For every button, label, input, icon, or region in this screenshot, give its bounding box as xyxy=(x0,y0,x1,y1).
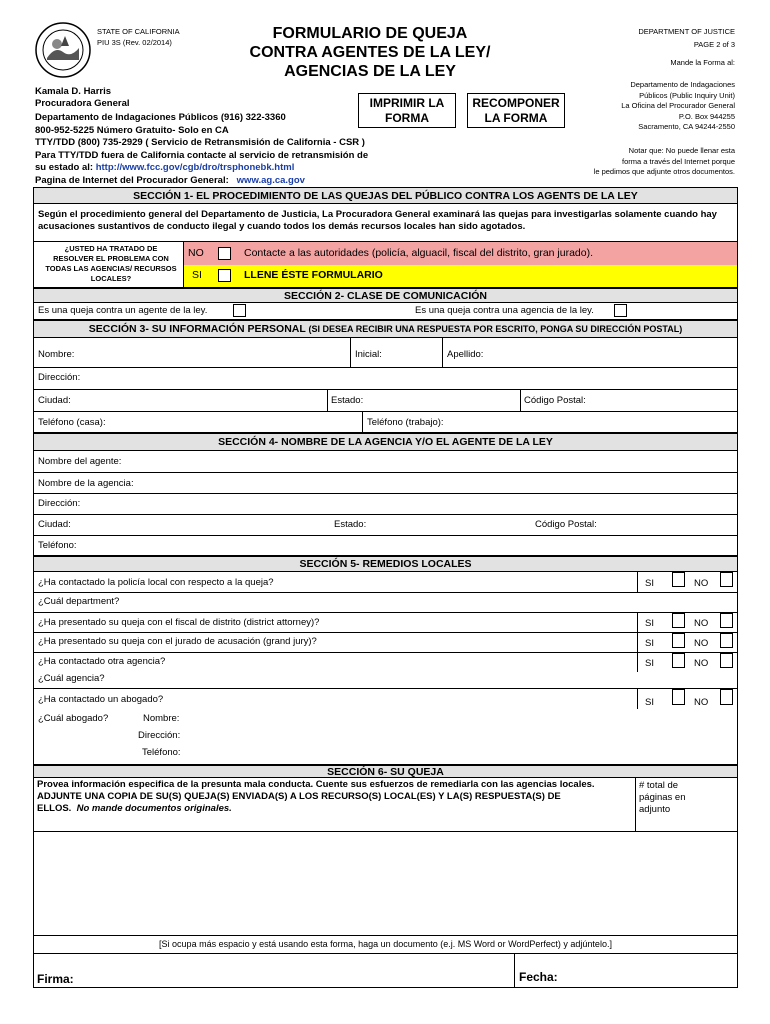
contact-line: Para TTY/TDD fuera de California contacte al servicio de retransmisión de xyxy=(35,149,369,161)
form-title-line: FORMULARIO DE QUEJA xyxy=(272,25,468,42)
form-id: PIU 3S (Rev. 02/2014) xyxy=(97,38,172,47)
agency-address-row[interactable] xyxy=(33,494,738,515)
si-checkbox[interactable] xyxy=(218,269,231,282)
agency-name-row[interactable] xyxy=(33,473,738,494)
form-title-line: AGENCIAS DE LA LEY xyxy=(284,63,456,80)
police-si-label: SI xyxy=(645,578,654,589)
agency-codigo-label: Código Postal: xyxy=(535,519,597,530)
nombre-label: Nombre: xyxy=(38,349,75,360)
police-dept-label: ¿Cuál department? xyxy=(38,596,120,607)
reset-button-label: RECOMPONER xyxy=(472,96,560,110)
section-3-title: SECCIÓN 3- SU INFORMACIÓN PERSONAL xyxy=(88,323,306,335)
page-number: PAGE 2 of 3 xyxy=(693,40,735,49)
section-1-question-row xyxy=(33,242,738,288)
address-line: La Oficina del Procurador General xyxy=(621,101,735,110)
no-label: NO xyxy=(188,247,204,259)
personal-address-row[interactable] xyxy=(33,368,738,390)
address-line: P.O. Box 944255 xyxy=(678,111,735,121)
contact-line: 800-952-5225 Número Gratuito- Solo en CA xyxy=(35,124,229,136)
apellido-label: Apellido: xyxy=(447,349,484,360)
agent-name-row[interactable] xyxy=(33,451,738,473)
section-3-header xyxy=(33,320,738,338)
other-agency-no-checkbox[interactable] xyxy=(720,653,733,668)
pages-line: adjunto xyxy=(639,804,671,815)
pages-line: páginas en xyxy=(639,792,686,803)
ciudad-label: Ciudad: xyxy=(38,395,71,406)
tel-casa-label: Teléfono (casa): xyxy=(38,417,106,428)
state-label: STATE OF CALIFORNIA xyxy=(97,27,180,36)
lawyer-no-label: NO xyxy=(694,697,709,708)
mail-address xyxy=(621,80,735,133)
resolved-question: ¿USTED HA TRATADO DE RESOLVER EL PROBLEMA CON TODAS LAS AGENCIAS/ RECURSOS LOCALES? xyxy=(45,244,177,283)
agency-city-row[interactable] xyxy=(33,515,738,536)
grand-jury-row xyxy=(33,633,738,653)
section-4-header: SECCIÓN 4- NOMBRE DE LA AGENCIA Y/O EL AGENTE DE LA LEY xyxy=(33,433,738,451)
lawyer-si-checkbox[interactable] xyxy=(672,689,685,705)
instructions-line: ELLOS. No mande documentos originales. xyxy=(37,803,232,814)
pages-line: # total de xyxy=(639,780,679,791)
web-prefix: Pagina de Internet del Procurador General: xyxy=(35,174,229,186)
grand-jury-si-checkbox[interactable] xyxy=(672,633,685,648)
print-form-button[interactable] xyxy=(358,93,456,128)
internet-note xyxy=(594,146,735,178)
relay-link[interactable]: http://www.fcc.gov/cgb/dro/trsphonebk.html xyxy=(95,162,295,173)
police-si-checkbox[interactable] xyxy=(672,572,685,587)
contact-info xyxy=(35,112,368,187)
contact-name: Kamala D. Harris xyxy=(35,86,112,97)
agency-ciudad-label: Ciudad: xyxy=(38,519,71,530)
address-line: Sacramento, CA 94244-2550 xyxy=(638,122,735,131)
contact-line: Departamento de Indagaciones Públicos (916) 322-3360 xyxy=(35,112,286,123)
note-line: forma a través del Internet porque xyxy=(622,156,735,166)
da-no-checkbox[interactable] xyxy=(720,613,733,628)
lawyer-row xyxy=(33,689,738,765)
grand-jury-no-label: NO xyxy=(694,638,709,649)
reset-form-button[interactable] xyxy=(467,93,565,128)
total-pages-label xyxy=(639,780,685,816)
agency-phone-row[interactable] xyxy=(33,536,738,556)
lawyer-which: ¿Cuál abogado? xyxy=(38,713,109,724)
police-no-checkbox[interactable] xyxy=(720,572,733,587)
other-agency-which: ¿Cuál agencia? xyxy=(38,673,105,684)
personal-name-row[interactable] xyxy=(33,338,738,368)
complaint-textarea[interactable] xyxy=(33,832,738,936)
no-text: Contacte a las autoridades (policía, alguacil, fiscal del distrito, gran jurado). xyxy=(244,247,594,259)
agency-telefono-label: Teléfono: xyxy=(38,540,77,551)
section-1-text: Según el procedimiento general del Departamento de Justicia, La Procuradora General examinará las quejas para investigarlas solamente cuando hay acusaciones sustantivos de conducto ilegal y cuando todos los demás recursos locales han sido agotados. xyxy=(33,204,738,242)
estado-label: Estado: xyxy=(331,395,364,406)
complaint-instructions-text xyxy=(37,779,632,815)
complaint-instructions xyxy=(33,778,738,832)
fecha-label: Fecha: xyxy=(519,970,558,984)
personal-phone-row[interactable] xyxy=(33,412,738,433)
si-text: LLENE ÉSTE FORMULARIO xyxy=(244,269,383,281)
si-label: SI xyxy=(192,269,202,281)
agente-label: Nombre del agente: xyxy=(38,456,122,467)
mail-to-label: Mande la Forma al: xyxy=(670,58,735,67)
dept-label: DEPARTMENT OF JUSTICE xyxy=(638,27,735,36)
da-no-label: NO xyxy=(694,618,709,629)
print-button-label: FORMA xyxy=(385,111,429,125)
fecha-field[interactable] xyxy=(564,956,734,986)
instructions-line: ADJUNTE UNA COPIA DE SU(S) QUEJA(S) ENVIADA(S) A LOS RECURSO(S) LOCAL(ES) Y LA(S) RESPUESTA(S) DE xyxy=(37,791,561,802)
section-6-header: SECCIÓN 6- SU QUEJA xyxy=(33,765,738,778)
firma-field[interactable] xyxy=(94,956,514,986)
form-title-line: CONTRA AGENTES DE LA LEY/ xyxy=(249,44,491,61)
inicial-label: Inicial: xyxy=(355,349,382,360)
da-question: ¿Ha presentado su queja con el fiscal de distrito (district attorney)? xyxy=(38,617,320,628)
other-agency-row xyxy=(33,653,738,689)
section-5-header: SECCIÓN 5- REMEDIOS LOCALES xyxy=(33,556,738,572)
address-line: Departamento de Indagaciones xyxy=(630,80,735,89)
form-title xyxy=(240,24,500,81)
personal-city-row[interactable] xyxy=(33,390,738,412)
codigo-label: Código Postal: xyxy=(524,395,586,406)
grand-jury-no-checkbox[interactable] xyxy=(720,633,733,648)
da-si-label: SI xyxy=(645,618,654,629)
agency-direccion-label: Dirección: xyxy=(38,498,81,509)
police-dept-row[interactable] xyxy=(33,593,738,613)
section-1-header: SECCIÓN 1- EL PROCEDIMIENTO DE LAS QUEJAS DEL PÚBLICO CONTRA LOS AGENTS DE LA LEY xyxy=(33,187,738,204)
other-agency-si-checkbox[interactable] xyxy=(672,653,685,668)
note-line: Notar que: No puede llenar esta xyxy=(628,146,735,155)
grand-jury-si-label: SI xyxy=(645,638,654,649)
police-question: ¿Ha contactado la policía local con respecto a la queja? xyxy=(38,577,274,588)
signature-row xyxy=(33,954,738,988)
other-agency-question: ¿Ha contactado otra agencia? xyxy=(38,656,166,667)
lawyer-si-label: SI xyxy=(645,697,654,708)
no-checkbox[interactable] xyxy=(218,247,231,260)
agencia-label: Nombre de la agencia: xyxy=(38,478,134,489)
agent-complaint-checkbox[interactable] xyxy=(233,304,246,317)
section-2-header: SECCIÓN 2- CLASE DE COMUNICACIÓN xyxy=(33,288,738,303)
agency-complaint-label: Es una queja contra una agencia de la ley. xyxy=(415,305,594,316)
instructions-line: Provea información especifica de la presunta mala conducta. Cuente sus esfuerzos de remediarla con las agencias locales. xyxy=(37,779,595,790)
agent-complaint-label: Es una queja contra un agente de la ley. xyxy=(38,305,208,316)
police-row xyxy=(33,572,738,593)
lawyer-question: ¿Ha contactado un abogado? xyxy=(38,694,164,705)
police-no-label: NO xyxy=(694,578,709,589)
direccion-label: Dirección: xyxy=(38,372,81,383)
other-agency-si-label: SI xyxy=(645,658,654,669)
note-line: le pedimos que adjunte otros documentos. xyxy=(593,167,735,176)
section-2-row xyxy=(33,303,738,320)
grand-jury-question: ¿Ha presentado su queja con el jurado de acusación (grand jury)? xyxy=(38,636,317,647)
relay-line xyxy=(35,162,368,175)
other-agency-no-label: NO xyxy=(694,658,709,669)
lawyer-direccion-label: Dirección: xyxy=(138,730,181,741)
da-row xyxy=(33,613,738,633)
firma-label: Firma: xyxy=(37,972,74,986)
contact-title: Procuradora General xyxy=(35,98,130,109)
agency-complaint-checkbox[interactable] xyxy=(614,304,627,317)
lawyer-nombre-label: Nombre: xyxy=(143,713,180,724)
reset-button-label: LA FORMA xyxy=(484,111,548,125)
space-note: [Si ocupa más espacio y está usando esta forma, haga un documento (e.j. MS Word or WordPerfect) y adjúntelo.] xyxy=(159,939,612,949)
state-seal xyxy=(35,22,91,78)
print-button-label: IMPRIMIR LA xyxy=(369,96,445,110)
da-si-checkbox[interactable] xyxy=(672,613,685,628)
web-link[interactable]: www.ag.ca.gov xyxy=(236,174,305,186)
agency-estado-label: Estado: xyxy=(334,519,367,530)
section-3-note: (SI DESEA RECIBIR UNA RESPUESTA POR ESCRITO, PONGA SU DIRECCIÓN POSTAL) xyxy=(308,324,683,334)
relay-prefix: su estado al: xyxy=(35,162,94,173)
space-note-row xyxy=(33,936,738,954)
contact-line: TTY/TDD (800) 735-2929 ( Servicio de Retransmisión de California - CSR ) xyxy=(35,137,365,148)
tel-trabajo-label: Teléfono (trabajo): xyxy=(367,417,444,428)
lawyer-telefono-label: Teléfono: xyxy=(142,747,181,758)
web-line xyxy=(35,175,368,188)
lawyer-no-checkbox[interactable] xyxy=(720,689,733,705)
address-line: Públicos (Public Inquiry Unit) xyxy=(639,90,735,100)
